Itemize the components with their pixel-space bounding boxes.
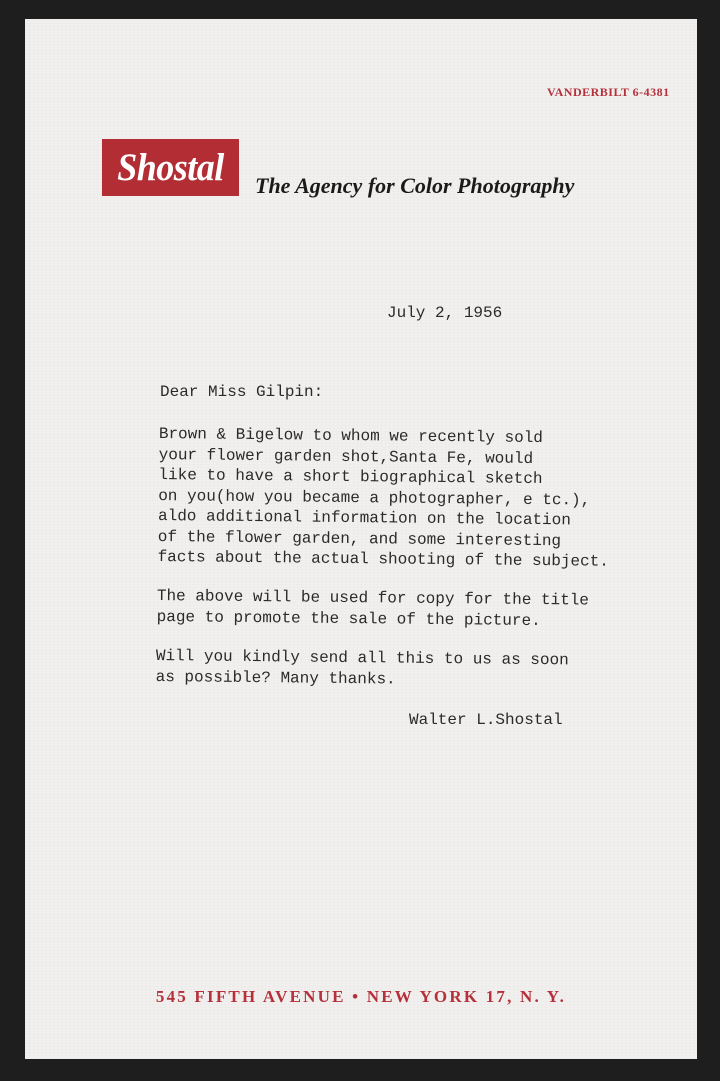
paragraph-line: facts about the actual shooting of the subject. (157, 547, 609, 571)
paragraph-line: aldo additional information on the location (157, 506, 571, 530)
paragraph-line: as possible? Many thanks. (155, 667, 396, 689)
paragraph-3 (156, 646, 569, 691)
paragraph-line: The above will be used for copy for the title (156, 586, 590, 610)
paragraph-line: your flower garden shot,Santa Fe, would (158, 445, 534, 468)
paragraph-line: Will you kindly send all this to us as soon (155, 646, 569, 670)
salutation: Dear Miss Gilpin: (160, 383, 324, 401)
footer-address: 545 FIFTH AVENUE • NEW YORK 17, N. Y. (155, 987, 567, 1006)
letter-date: July 2, 1956 (387, 304, 503, 322)
phone-number: VANDERBILT 6-4381 (547, 85, 670, 99)
paragraph-line: of the flower garden, and some interesting (157, 527, 562, 550)
logo-text: Shostal (117, 145, 224, 189)
agency-tagline: The Agency for Color Photography (255, 173, 575, 198)
letter-page (25, 19, 697, 1059)
paragraph-line: like to have a short biographical sketch (158, 465, 543, 489)
paragraph-1 (157, 424, 610, 572)
paragraph-line: on you(how you became a photographer, e tc.), (158, 486, 591, 510)
paragraph-line: page to promote the sale of the picture. (156, 607, 541, 630)
paragraph-2 (157, 586, 589, 632)
paragraph-line: Brown & Bigelow to whom we recently sold (158, 424, 544, 448)
shostal-logo (102, 139, 239, 196)
signature: Walter L.Shostal (409, 711, 563, 729)
